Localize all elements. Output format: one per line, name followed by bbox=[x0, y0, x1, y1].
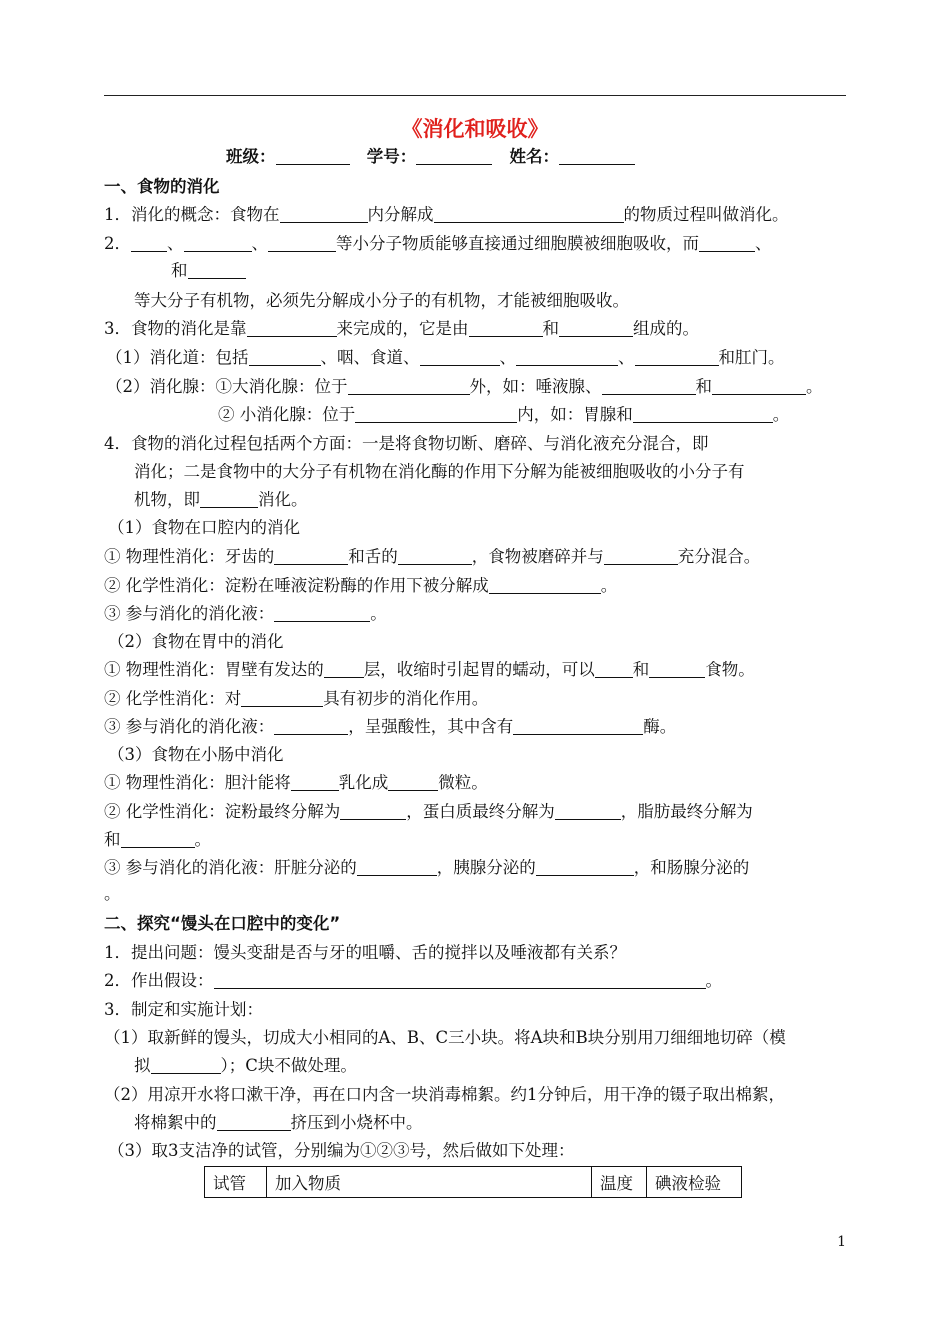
text: 、 bbox=[251, 234, 268, 253]
intestine-chemical bbox=[104, 802, 753, 822]
fill-blank[interactable] bbox=[131, 235, 167, 252]
text: 将棉絮中的 bbox=[134, 1113, 217, 1132]
text: 层，收缩时引起胃的蠕动，可以 bbox=[363, 660, 595, 679]
text: ② 化学性消化：淀粉最终分解为 bbox=[104, 802, 341, 821]
text: ，蛋白质最终分解为 bbox=[406, 802, 555, 821]
fill-blank[interactable] bbox=[420, 349, 500, 366]
fill-blank[interactable] bbox=[712, 378, 806, 395]
text: 2． bbox=[104, 234, 131, 253]
text: 消化。 bbox=[258, 490, 308, 509]
col-header-tube: 试管 bbox=[205, 1167, 267, 1198]
text: 内，如：胃腺和 bbox=[517, 405, 633, 424]
text: ③ 参与消化的消化液： bbox=[104, 717, 275, 736]
fill-blank[interactable] bbox=[217, 1114, 291, 1131]
inquiry-plan: 3．制定和实施计划： bbox=[104, 1000, 263, 1019]
class-blank[interactable] bbox=[276, 148, 350, 165]
text: ② 小消化腺：位于 bbox=[218, 405, 356, 424]
text: 、 bbox=[167, 234, 184, 253]
stomach-chemical bbox=[104, 689, 488, 709]
fill-blank[interactable] bbox=[398, 548, 472, 565]
fill-blank[interactable] bbox=[184, 235, 252, 252]
hypothesis-blank[interactable] bbox=[214, 972, 706, 989]
text: 、 bbox=[755, 234, 772, 253]
fill-blank[interactable] bbox=[513, 718, 643, 735]
line-small-molecules bbox=[104, 234, 772, 254]
text: ）；C块不做处理。 bbox=[220, 1056, 357, 1075]
text: 内分解成 bbox=[367, 205, 434, 224]
fill-blank[interactable] bbox=[355, 406, 517, 423]
text: 、 bbox=[499, 348, 516, 367]
text: 、 bbox=[618, 348, 635, 367]
text: 和 bbox=[171, 261, 188, 280]
fill-blank[interactable] bbox=[633, 406, 773, 423]
text: 。 bbox=[806, 377, 823, 396]
mouth-heading: （1）食物在口腔内的消化 bbox=[108, 518, 300, 537]
text: 乳化成 bbox=[338, 773, 389, 792]
col-header-temperature: 温度 bbox=[592, 1167, 647, 1198]
text: 等小分子物质能够直接通过细胞膜被细胞吸收，而 bbox=[336, 234, 699, 253]
fill-blank[interactable] bbox=[274, 605, 370, 622]
text: 具有初步的消化作用。 bbox=[323, 689, 489, 708]
fill-blank[interactable] bbox=[291, 774, 339, 791]
fill-blank[interactable] bbox=[635, 349, 719, 366]
plan-step-2: （2）用凉开水将口漱干净，再在口内含一块消毒棉絮。约1分钟后，用干净的镊子取出棉絮， bbox=[104, 1085, 785, 1104]
fill-blank[interactable] bbox=[516, 349, 618, 366]
line-large-glands bbox=[106, 377, 823, 397]
section-1-heading: 一、食物的消化 bbox=[104, 177, 220, 196]
inquiry-hypothesis bbox=[104, 971, 722, 991]
text: 和 bbox=[632, 660, 650, 679]
line-digestive-system bbox=[104, 319, 699, 339]
text: ① 物理性消化：牙齿的 bbox=[104, 547, 275, 566]
fill-blank[interactable] bbox=[188, 262, 246, 279]
line-digestion-process-2: 消化；二是食物中的大分子有机物在消化酶的作用下分解为能被细胞吸收的小分子有 bbox=[134, 462, 745, 481]
fill-blank[interactable] bbox=[595, 661, 633, 678]
mouth-chemical bbox=[104, 576, 617, 596]
text: ，食物被磨碎并与 bbox=[471, 547, 604, 566]
intestine-heading: （3）食物在小肠中消化 bbox=[108, 745, 284, 764]
fill-blank[interactable] bbox=[247, 320, 337, 337]
text: 、咽、食道、 bbox=[320, 348, 420, 367]
fill-blank[interactable] bbox=[357, 859, 437, 876]
table-header-row bbox=[205, 1167, 742, 1198]
text: 1．消化的概念：食物在 bbox=[104, 205, 280, 224]
fill-blank[interactable] bbox=[241, 690, 323, 707]
fill-blank[interactable] bbox=[249, 349, 321, 366]
fill-blank[interactable] bbox=[559, 320, 633, 337]
fill-blank[interactable] bbox=[699, 235, 755, 252]
mouth-juice bbox=[104, 604, 387, 624]
text: 。 bbox=[600, 576, 618, 595]
plan-step-1-cont bbox=[134, 1056, 357, 1076]
text: ，脂肪最终分解为 bbox=[620, 802, 753, 821]
text: 充分混合。 bbox=[677, 547, 761, 566]
col-header-substance: 加入物质 bbox=[267, 1167, 592, 1198]
fill-blank[interactable] bbox=[649, 661, 705, 678]
fill-blank[interactable] bbox=[324, 661, 364, 678]
plan-step-2-cont bbox=[134, 1113, 423, 1133]
fill-blank[interactable] bbox=[469, 320, 543, 337]
text: ，胰腺分泌的 bbox=[436, 858, 536, 877]
line-small-glands bbox=[218, 405, 789, 425]
experiment-table bbox=[204, 1166, 742, 1198]
text: ① 物理性消化：胆汁能将 bbox=[104, 773, 291, 792]
mouth-physical bbox=[104, 547, 760, 567]
text: 和舌的 bbox=[348, 547, 398, 566]
header-rule bbox=[104, 95, 846, 96]
fill-blank[interactable] bbox=[536, 859, 634, 876]
text: ，和肠腺分泌的 bbox=[633, 858, 750, 877]
text: 3．食物的消化是靠 bbox=[104, 319, 247, 338]
text: （2）消化腺：①大消化腺：位于 bbox=[106, 377, 348, 396]
stomach-juice bbox=[104, 717, 676, 737]
intestine-physical bbox=[104, 773, 488, 793]
inquiry-question: 1．提出问题：馒头变甜是否与牙的咀嚼、舌的搅拌以及唾液都有关系？ bbox=[104, 943, 626, 962]
text: 外，如：唾液腺、 bbox=[469, 377, 602, 396]
text: 和 bbox=[104, 830, 121, 849]
text: ② 化学性消化：淀粉在唾液淀粉酶的作用下被分解成 bbox=[104, 576, 489, 595]
fill-blank[interactable] bbox=[200, 491, 258, 508]
number-blank[interactable] bbox=[416, 148, 492, 165]
plan-step-1: （1）取新鲜的馒头，切成大小相同的A、B、C三小块。将A块和B块分别用刀细细地切碎（模 bbox=[104, 1028, 786, 1047]
line-digestion-concept bbox=[104, 205, 789, 225]
text: （1）消化道：包括 bbox=[106, 348, 249, 367]
text: 。 bbox=[370, 604, 387, 623]
text: ③ 参与消化的消化液： bbox=[104, 604, 275, 623]
text: 。 bbox=[772, 405, 790, 424]
text: 酶。 bbox=[643, 717, 677, 736]
line-small-molecules-cont bbox=[171, 261, 246, 281]
text: 机物，即 bbox=[134, 490, 200, 509]
fill-blank[interactable] bbox=[268, 235, 336, 252]
text: 和 bbox=[695, 377, 712, 396]
text: 的物质过程叫做消化。 bbox=[623, 205, 789, 224]
line-macromolecules: 等大分子有机物，必须先分解成小分子的有机物，才能被细胞吸收。 bbox=[134, 291, 629, 310]
text: ，呈强酸性，其中含有 bbox=[348, 717, 514, 736]
text: 和肛门。 bbox=[718, 348, 785, 367]
name-blank[interactable] bbox=[559, 148, 635, 165]
fill-blank[interactable] bbox=[555, 803, 621, 820]
text: 。 bbox=[194, 830, 211, 849]
fill-blank[interactable] bbox=[348, 378, 470, 395]
fill-blank[interactable] bbox=[602, 378, 696, 395]
stomach-physical bbox=[104, 660, 755, 680]
section-2-heading: 二、探究“馒头在口腔中的变化” bbox=[104, 914, 341, 933]
plan-step-3: （3）取3支洁净的试管，分别编为①②③号，然后做如下处理： bbox=[108, 1141, 575, 1160]
fill-blank[interactable] bbox=[489, 577, 601, 594]
fill-blank[interactable] bbox=[274, 548, 348, 565]
text: 组成的。 bbox=[633, 319, 699, 338]
page-number: 1 bbox=[837, 1234, 846, 1250]
line-digestion-process-1: 4．食物的消化过程包括两个方面：一是将食物切断、磨碎、与消化液充分混合，即 bbox=[104, 434, 709, 453]
intestine-chemical-cont bbox=[104, 830, 211, 850]
fill-blank[interactable] bbox=[434, 206, 624, 223]
number-label: 学号： bbox=[366, 147, 417, 166]
fill-blank[interactable] bbox=[280, 206, 368, 223]
text: 微粒。 bbox=[438, 773, 488, 792]
text: 食物。 bbox=[705, 660, 755, 679]
text: 挤压到小烧杯中。 bbox=[290, 1113, 423, 1132]
fill-blank[interactable] bbox=[151, 1057, 221, 1074]
class-label: 班级： bbox=[226, 147, 276, 166]
intestine-juice-end: 。 bbox=[104, 884, 121, 903]
fill-blank[interactable] bbox=[604, 548, 678, 565]
stomach-heading: （2）食物在胃中的消化 bbox=[108, 632, 284, 651]
text: ② 化学性消化：对 bbox=[104, 689, 242, 708]
text: 。 bbox=[705, 971, 722, 990]
fill-blank[interactable] bbox=[388, 774, 438, 791]
intestine-juice bbox=[104, 858, 749, 878]
col-header-iodine-test: 碘液检验 bbox=[647, 1167, 742, 1198]
line-digestive-tract bbox=[106, 348, 785, 368]
fill-blank[interactable] bbox=[340, 803, 406, 820]
text: 2．作出假设： bbox=[104, 971, 214, 990]
fill-blank[interactable] bbox=[274, 718, 348, 735]
text: 来完成的，它是由 bbox=[336, 319, 469, 338]
text: 和 bbox=[542, 319, 559, 338]
text: 拟 bbox=[134, 1056, 151, 1075]
document-title: 《消化和吸收》 bbox=[401, 117, 549, 141]
text: ① 物理性消化：胃壁有发达的 bbox=[104, 660, 324, 679]
text: ③ 参与消化的消化液：肝脏分泌的 bbox=[104, 858, 357, 877]
line-digestion-process-3 bbox=[134, 490, 308, 510]
student-info-row bbox=[226, 147, 635, 167]
name-label: 姓名： bbox=[509, 147, 559, 166]
fill-blank[interactable] bbox=[121, 831, 195, 848]
